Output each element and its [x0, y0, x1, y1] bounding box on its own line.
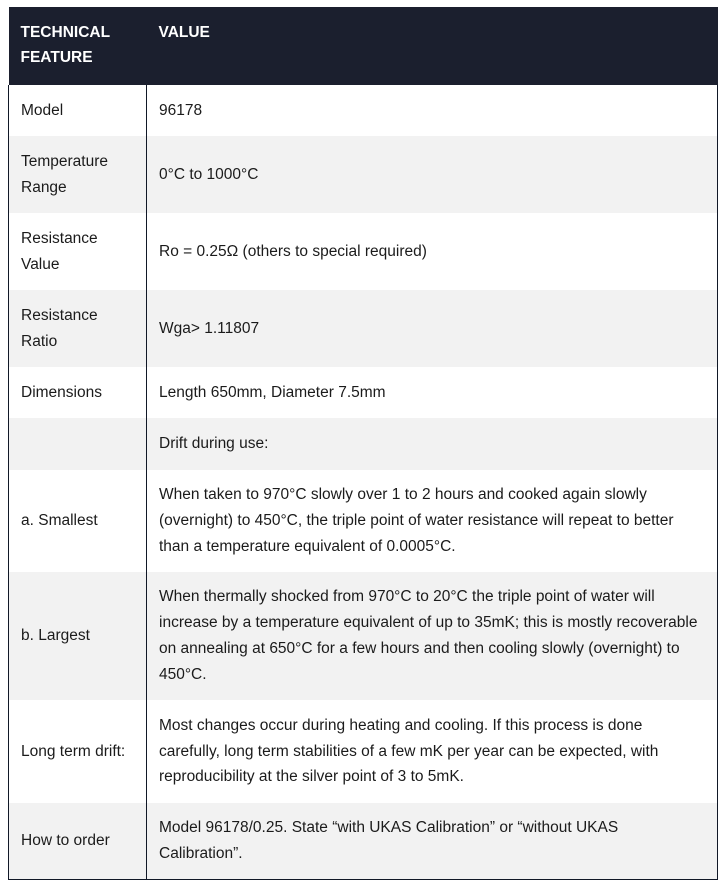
table-row — [9, 700, 718, 803]
row-value-temperature-range: 0°C to 1000°C — [147, 136, 718, 213]
row-value-largest: When thermally shocked from 970°C to 20°C the triple point of water will increase by a temperature equivalent of up to 35mK; this is mostly recoverable on annealing at 650°C for a few hours and then cooling slowly (overnight) to 450°C. — [147, 572, 718, 700]
row-feature-temperature-range: Temperature Range — [9, 136, 147, 213]
header-row — [9, 7, 718, 85]
row-feature-dimensions: Dimensions — [9, 367, 147, 418]
spec-table — [8, 7, 718, 880]
table-row — [9, 572, 718, 700]
header-technical-feature: TECHNICAL FEATURE — [9, 7, 147, 85]
row-value-resistance-value: Ro = 0.25Ω (others to special required) — [147, 213, 718, 290]
row-value-how-to-order: Model 96178/0.25. State “with UKAS Calibration” or “without UKAS Calibration”. — [147, 803, 718, 880]
row-value-dimensions: Length 650mm, Diameter 7.5mm — [147, 367, 718, 418]
row-feature-empty — [9, 418, 147, 470]
table-row — [9, 803, 718, 880]
row-value-smallest: When taken to 970°C slowly over 1 to 2 hours and cooked again slowly (overnight) to 450°C, the triple point of water resistance will repeat to better than a temperature equivalent of 0.0005°C. — [147, 470, 718, 572]
table-row — [9, 136, 718, 213]
header-value: VALUE — [147, 7, 718, 85]
table-row — [9, 290, 718, 367]
row-feature-resistance-value: Resistance Value — [9, 213, 147, 290]
row-feature-how-to-order: How to order — [9, 803, 147, 880]
table-row — [9, 213, 718, 290]
table-row — [9, 367, 718, 418]
row-value-drift-during-use: Drift during use: — [147, 418, 718, 470]
row-value-resistance-ratio: Wga> 1.11807 — [147, 290, 718, 367]
row-feature-resistance-ratio: Resistance Ratio — [9, 290, 147, 367]
table-row — [9, 418, 718, 470]
table-body — [9, 85, 718, 880]
row-value-model: 96178 — [147, 85, 718, 136]
row-value-long-term-drift: Most changes occur during heating and cooling. If this process is done carefully, long term stabilities of a few mK per year can be expected, with reproducibility at the silver point of 3 to 5mK. — [147, 700, 718, 803]
row-feature-smallest: a. Smallest — [9, 470, 147, 572]
table-row — [9, 470, 718, 572]
row-feature-model: Model — [9, 85, 147, 136]
row-feature-largest: b. Largest — [9, 572, 147, 700]
table-row — [9, 85, 718, 136]
row-feature-long-term-drift: Long term drift: — [9, 700, 147, 803]
table-header — [9, 7, 718, 85]
